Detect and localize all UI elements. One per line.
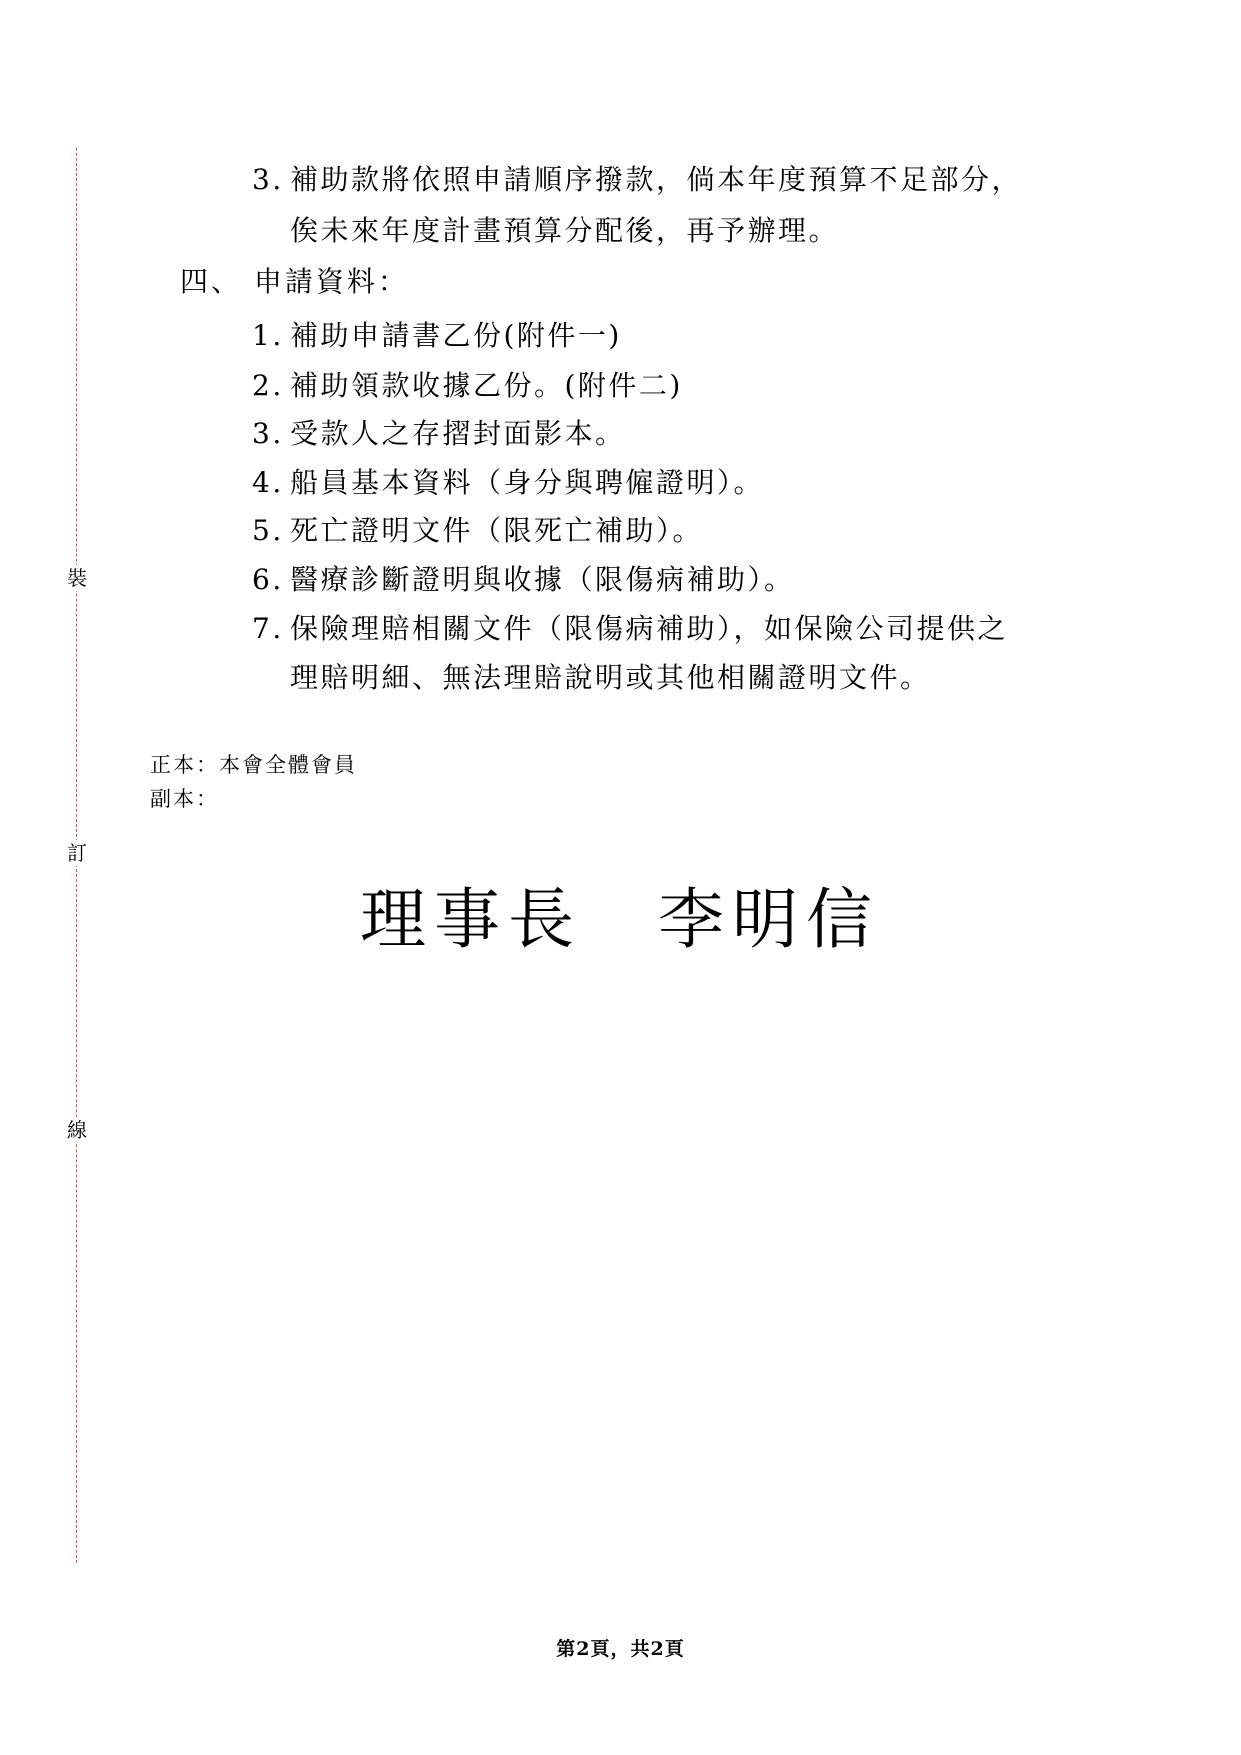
list-item <box>252 369 683 403</box>
list-item-text: 保險理賠相關文件（限傷病補助），如保險公司提供之 <box>290 612 1009 645</box>
list-item-number: 6. <box>252 563 284 596</box>
binding-label-ding: 訂 <box>67 841 87 865</box>
list-item-number: 3. <box>252 417 284 450</box>
list-item <box>252 319 622 353</box>
binding-label-xian: 線 <box>67 1118 87 1142</box>
section-four-heading: 四、 申請資料： <box>180 265 409 298</box>
list-item-text: 受款人之存摺封面影本。 <box>290 417 626 450</box>
list-item <box>252 563 795 597</box>
list-item-number: 4. <box>252 466 284 499</box>
funding-note-line-2: 俟未來年度計畫預算分配後，再予辦理。 <box>290 214 840 247</box>
list-item-text: 補助申請書乙份(附件一) <box>290 319 622 352</box>
funding-note-text-1: 補助款將依照申請順序撥款，倘本年度預算不足部分， <box>290 163 1023 196</box>
list-item-number: 1. <box>252 319 284 352</box>
signature-name: 李明信 <box>658 881 880 958</box>
list-item-number: 2. <box>252 369 284 402</box>
funding-note-line-1 <box>252 163 1022 197</box>
list-item-text: 死亡證明文件（限死亡補助）。 <box>290 514 704 547</box>
page-footer: 第2頁，共2頁 <box>556 1638 685 1660</box>
list-item <box>252 514 703 548</box>
list-item-text: 醫療診斷證明與收據（限傷病補助）。 <box>290 563 795 596</box>
funding-note-number: 3. <box>252 163 284 196</box>
list-item-text: 補助領款收據乙份。(附件二) <box>290 369 683 402</box>
signature-title: 理事長 <box>360 881 582 958</box>
list-item-number: 5. <box>252 514 284 547</box>
list-item-number: 7. <box>252 612 284 645</box>
signature <box>360 880 880 960</box>
list-item <box>252 466 764 500</box>
distribution-original: 正本：本會全體會員 <box>150 753 357 777</box>
list-item-continuation: 理賠明細、無法理賠說明或其他相關證明文件。 <box>290 661 931 694</box>
list-item-text: 船員基本資料（身分與聘僱證明）。 <box>290 466 765 499</box>
list-item <box>252 417 626 451</box>
distribution-copy: 副本： <box>150 787 219 811</box>
binding-label-zhuang: 裝 <box>67 566 87 590</box>
list-item <box>252 612 1008 646</box>
